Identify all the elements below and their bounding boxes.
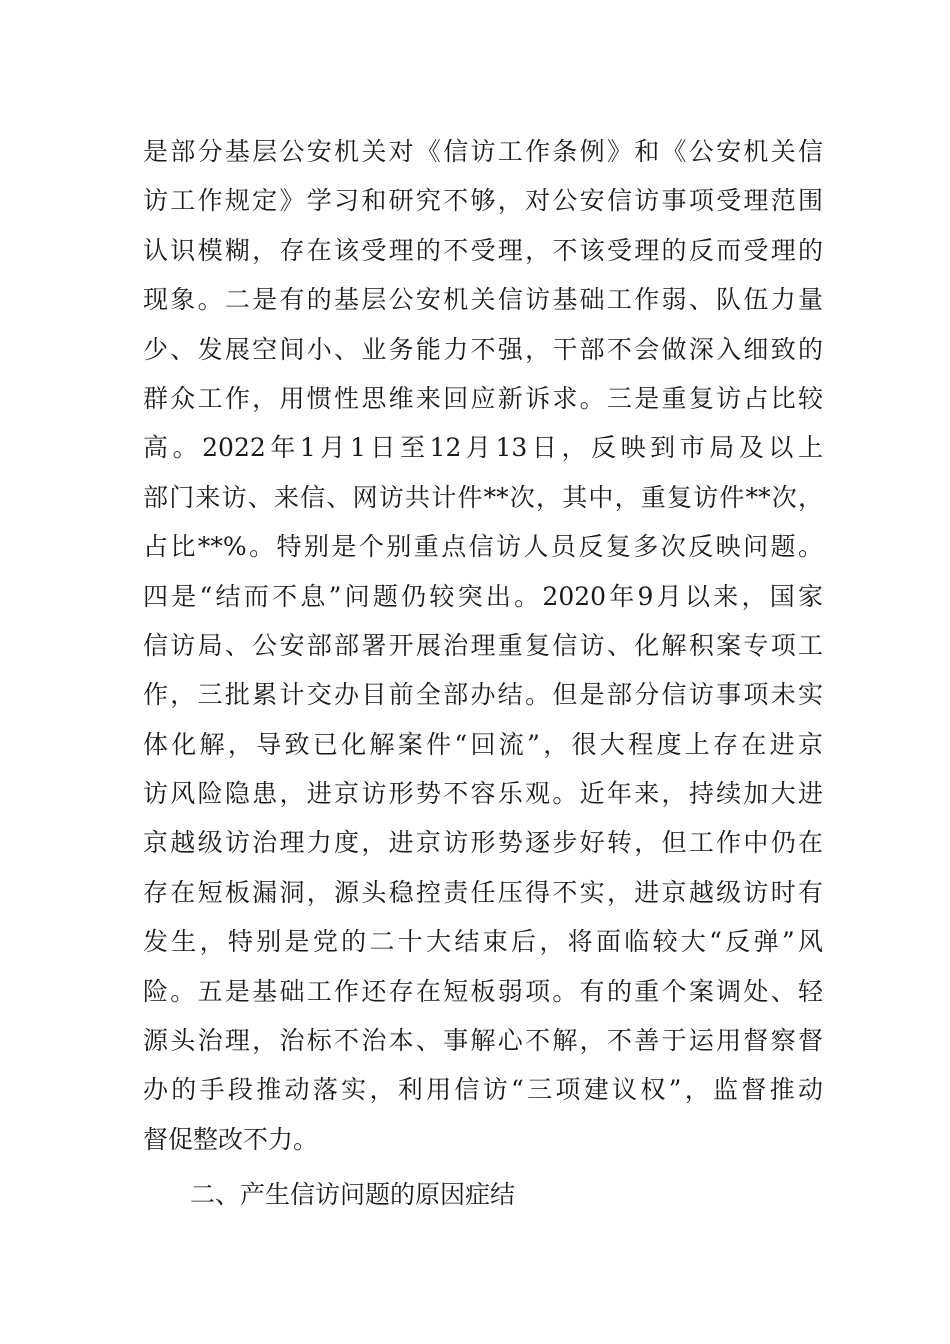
paragraph-line: 体化解，导致已化解案件“回流”，很大程度上存在进京 [143, 729, 823, 759]
paragraph-line: 访工作规定》学习和研究不够，对公安信访事项受理范围 [143, 186, 823, 216]
paragraph-line: 险。五是基础工作还存在短板弱项。有的重个案调处、轻 [143, 976, 823, 1006]
body-paragraph [143, 127, 823, 1164]
paragraph-line: 四是“结而不息”问题仍较突出。2020年9月以来，国家 [143, 581, 823, 611]
paragraph-line: 部门来访、来信、网访共计件**次，其中，重复访件**次， [143, 482, 823, 512]
paragraph-line: 京越级访治理力度，进京访形势逐步好转，但工作中仍在 [143, 828, 823, 858]
paragraph-line: 督促整改不力。 [143, 1124, 319, 1154]
paragraph-line: 作，三批累计交办目前全部办结。但是部分信访事项未实 [143, 680, 823, 710]
paragraph-line: 占比**%。特别是个别重点信访人员反复多次反映问题。 [143, 532, 823, 562]
paragraph-line: 访风险隐患，进京访形势不容乐观。近年来，持续加大进 [143, 779, 823, 809]
paragraph-line: 发生，特别是党的二十大结束后，将面临较大“反弹”风 [143, 927, 823, 957]
paragraph-line: 高。2022年1月1日至12月13日，反映到市局及以上 [143, 433, 823, 463]
section-heading: 二、产生信访问题的原因症结 [190, 1180, 516, 1209]
paragraph-line: 认识模糊，存在该受理的不受理，不该受理的反而受理的 [143, 235, 823, 265]
paragraph-line: 存在短板漏洞，源头稳控责任压得不实，进京越级访时有 [143, 877, 823, 907]
paragraph-line: 少、发展空间小、业务能力不强，干部不会做深入细致的 [143, 334, 823, 364]
paragraph-line: 群众工作，用惯性思维来回应新诉求。三是重复访占比较 [143, 383, 823, 413]
paragraph-line: 是部分基层公安机关对《信访工作条例》和《公安机关信 [143, 137, 823, 166]
paragraph-line: 源头治理，治标不治本、事解心不解，不善于运用督察督 [143, 1026, 823, 1056]
paragraph-line: 现象。二是有的基层公安机关信访基础工作弱、队伍力量 [143, 285, 823, 315]
paragraph-line: 信访局、公安部部署开展治理重复信访、化解积案专项工 [143, 630, 823, 660]
paragraph-line: 办的手段推动落实，利用信访“三项建议权”，监督推动 [143, 1075, 823, 1105]
